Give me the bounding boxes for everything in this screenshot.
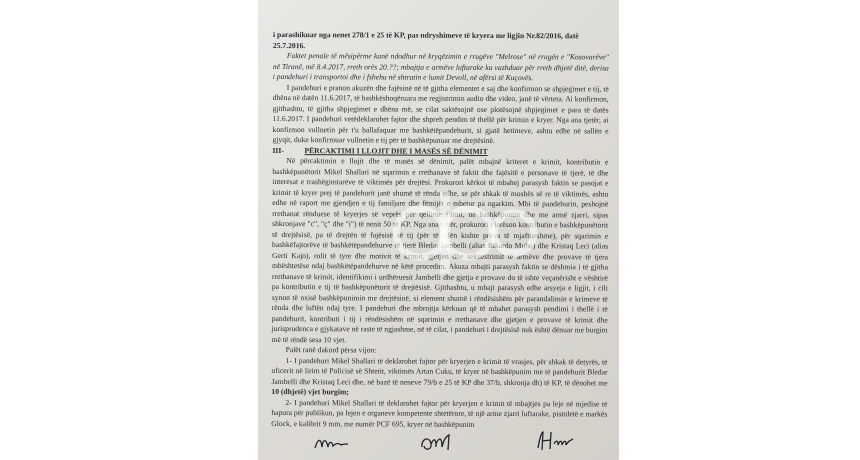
- document-photo: [258, 0, 619, 460]
- item-1-sentence: 10 (dhjetë) vjet burgim;: [271, 386, 349, 397]
- agreement-item-2: [271, 397, 607, 430]
- signature-1-icon: [313, 432, 349, 454]
- section-number: III-: [272, 145, 284, 155]
- signature-3-icon: [534, 428, 574, 454]
- section-title: PËRCAKTIMI I LLOJIT DHE I MASËS SË DËNIMIT: [304, 145, 488, 156]
- document-heading: i parashikuar nga nenet 278/1 e 25 të KP, pas ndryshimeve të kryera me ligjin Nr.82/2016, datë 25.7.2016.: [272, 30, 579, 50]
- item-2-text: 2- I pandehuri Mikel Shallari të deklarohet fajtor për kryerjen e krimit të mbajtjes pa leje në mjedise të hapura për publikun, pa lejen e organeve kompetente shtetërore, të një arme zjarri luftarake, pistoletë e markës Glock, e kalibrit 9 mm, me numër PCF 695, kryer në bashkëpunim: [271, 397, 608, 429]
- paragraph-sentencing: Në përcaktimin e llojit dhe të masës së dënimit, palët mbajnë kriteret e krimit, kontributin e bashkëpunëtorit Mikel Shallari në sqarimin e rrethanave të faktit dhe fajësitë e personave të tjerë, të dhe interesat e trashëgimtarëve të viktimës për drejtësi. Prokurori kërkoi të mbahej parasysh faktin se pasojat e krimit të kryer prej të pandehurit janë shumë të rënda edhe, se për shkak të moshës së re të viktimës, ashtu edhe në raport me gjendjen e tij familjare dhe fëmijët e mbetur pa ngarkim. Mbi të pandehurin, peshojnë rrethanat rënduese të kryerjes së veprës për qëllime fitimi, në bashkëpunim dhe me armë zjarri, sipas shkronjave "c", "ç" dhe "i") të nenit 50 të KP. Nga ana tjetër, prokurori vlerëson kontributin e bashkëpunëtorit të drejtësisë, pa të drejtën të fajësisë së tij (për të cilën kishte prova të mjaftueshme), për sqarimin e bashkëfajtorëve të bashkëtëpandehurve të tjerë Bledar Jambelli (alias Rikardo Muho) dhe Kristaq Leci (alias Gerti Kajo), rolit të tyre dhe motivit të krimit, gjetjen dhe sekuestrimit të armëve dhe provave të tjera mbështetëse ndaj bashkëtëpandehurve në këtë procedim. Akuza mbajti parasysh faktin se dëshmia i të gjitha rrethanave të krimit, identifikimi i urdhëruesit Jambelli dhe gjetja e provave do të ishte veçanërisht e vështirë pa kontributin e tij të bashkëpunëtorit të drejtësisë. Gjithashtu, u mbajt parasysh edhe arsyeja e ligjit, i cili synon të nxisë bashkëpunimin me drejtësinë, si element shumë i rëndësishëm për parandalimin e krimeve të rënda dhe luftën ndaj tyre. I pandehuri dhe mbrojtja kërkuan që të mbahet parasysh pendimi i thellë i të pandehurit, kontributi i tij i rëndësishëm në sqarimin e rrethanave dhe gjetjen e provave të krimit dhe jurisprudenca e gjykatave në raste të ngjashme, në të cilat, i pandehuri i drejtësisë nuk është dënuar me burgim më të rëndë sesa 10 vjet.: [271, 156, 609, 344]
- paragraph-confession: I pandehuri e pranon akuzën dhe fajësinë në të gjitha elementet e saj dhe konfirmon se shpjegimet e tij, të dhëna në datën 11.6.2017, të bashkëshoqëruara me regjistrimin audio dhe video, janë të vërteta. Ai konfirmon, gjithashtu, të gjitha shpjegimet e dhëna më, se cilat saktësojnë ose plotësojnë shpjegimet e para të datës 11.6.2017. I pandehuri vetëdeklarohet fajtor dhe shpreh pendim të thellë për krimin e kryer. Nga ana tjetër, ai konfirmon vullnetin për t'u ballafaquar me bashkëtëpandehurit, si gjatë hetimeve, ashtu edhe në sallën e gjyqit, duke konfirmuar vullnetin e tij për të bashkëpunuar me drejtësinë.: [272, 82, 609, 145]
- agreement-intro: Palët ranë dakord përsa vijon:: [285, 345, 377, 355]
- agreement-item-1: [271, 355, 607, 398]
- watermark-logo: [390, 178, 540, 288]
- facts-paragraph: Faktet penale të mësipërme kanë ndodhur në kryqëzimin e rrugëve "Melrose" në rrugën e "Kosovarëve" në Tiranë, më 8.4.2017, rreth orës 20.??; mbajtja e armëve luftarake ka vazhduar për rreth dhjetë ditë, derisa i pandehuri i transportoi dhe i fshehu në shtratin e lumit Devoll, në afërsi të Kuçovës.: [272, 51, 609, 83]
- item-1-text: 1- I pandehuri Mikel Shallari të deklarohet fajtor për kryerjen e krimit të vrasjes, për shkak të detyrës, të oficerit në lirim të Policisë së Shtetit, viktimës Artan Cuku, të kryer në bashkëpunim me të pandehurit Bledar Jambelli dhe Kristaq Leci dhe, në bazë të neneve 79/b e 25 të KP dhe 37/b, shkronja dh) të KP, të dënohet me: [271, 355, 608, 387]
- signature-2-icon: [418, 432, 454, 454]
